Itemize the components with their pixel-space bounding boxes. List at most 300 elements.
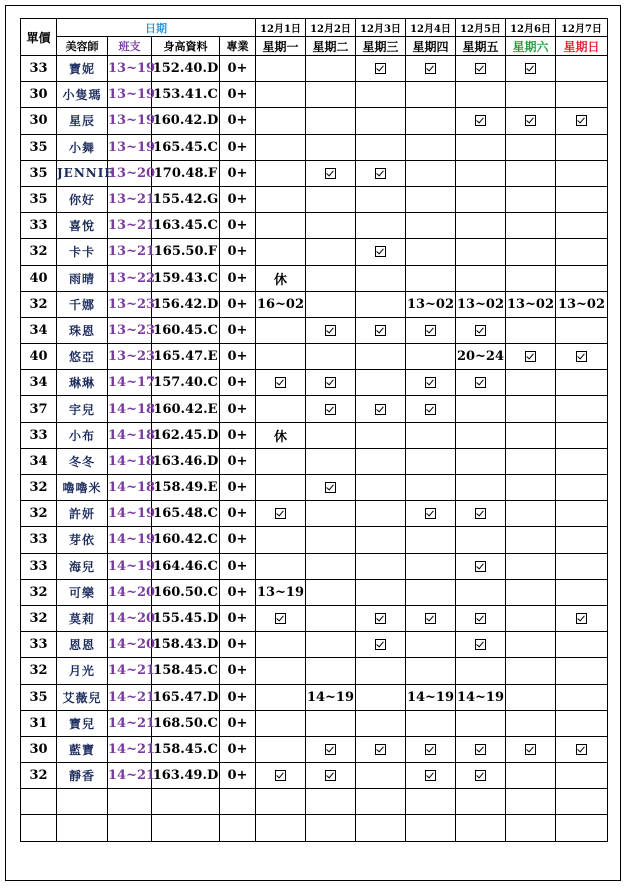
table-row xyxy=(21,291,608,317)
empty-cell xyxy=(456,789,506,815)
checkbox-checked-icon xyxy=(556,344,608,370)
schedule-cell: 13~02 xyxy=(406,291,456,317)
schedule-cell xyxy=(306,134,356,160)
schedule-cell xyxy=(306,265,356,291)
price-cell: 33 xyxy=(21,56,57,82)
empty-cell xyxy=(356,815,406,841)
class-cell: 14~21 xyxy=(108,736,152,762)
table-row xyxy=(21,396,608,422)
schedule-cell xyxy=(556,527,608,553)
schedule-cell xyxy=(406,344,456,370)
schedule-cell xyxy=(456,448,506,474)
specialty-cell: 0+ xyxy=(220,344,256,370)
class-cell: 14~17 xyxy=(108,370,152,396)
checked-box-icon xyxy=(525,351,536,362)
schedule-cell xyxy=(356,370,406,396)
checkbox-checked-icon xyxy=(256,501,306,527)
date-cell: 12月3日 xyxy=(356,19,406,37)
price-cell: 32 xyxy=(21,658,57,684)
checkbox-checked-icon xyxy=(556,108,608,134)
schedule-cell: 13~02 xyxy=(506,291,556,317)
checked-box-icon xyxy=(325,770,336,781)
stylist-name-cell: 小隻瑪 xyxy=(57,82,108,108)
schedule-table xyxy=(20,18,608,842)
empty-cell xyxy=(506,789,556,815)
checked-box-icon xyxy=(375,404,386,415)
checked-box-icon xyxy=(425,613,436,624)
date-cell: 12月4日 xyxy=(406,19,456,37)
body-data-cell: 160.50.C xyxy=(152,579,220,605)
body-data-cell: 160.42.C xyxy=(152,527,220,553)
checked-box-icon xyxy=(475,63,486,74)
checked-box-icon xyxy=(475,744,486,755)
empty-cell xyxy=(108,789,152,815)
checkbox-checked-icon xyxy=(406,501,456,527)
checkbox-checked-icon xyxy=(356,396,406,422)
schedule-cell xyxy=(506,658,556,684)
schedule-cell: 休 xyxy=(256,265,306,291)
checkbox-checked-icon xyxy=(306,370,356,396)
schedule-cell xyxy=(406,527,456,553)
specialty-cell: 0+ xyxy=(220,291,256,317)
schedule-cell xyxy=(506,710,556,736)
price-cell: 32 xyxy=(21,239,57,265)
body-data-cell: 155.45.D xyxy=(152,605,220,631)
specialty-cell: 0+ xyxy=(220,475,256,501)
schedule-cell: 休 xyxy=(256,422,306,448)
specialty-cell: 0+ xyxy=(220,448,256,474)
specialty-cell: 0+ xyxy=(220,658,256,684)
empty-cell xyxy=(456,815,506,841)
checked-box-icon xyxy=(425,404,436,415)
specialty-cell: 0+ xyxy=(220,108,256,134)
specialty-cell: 0+ xyxy=(220,710,256,736)
schedule-cell xyxy=(556,239,608,265)
schedule-cell xyxy=(306,56,356,82)
checked-box-icon xyxy=(375,325,386,336)
checked-box-icon xyxy=(525,63,536,74)
table-row xyxy=(21,736,608,762)
schedule-cell xyxy=(356,658,406,684)
date-header: 日期 xyxy=(57,19,256,37)
date-cell: 12月2日 xyxy=(306,19,356,37)
schedule-cell xyxy=(306,82,356,108)
schedule-cell xyxy=(356,344,406,370)
price-cell: 35 xyxy=(21,684,57,710)
body-data-cell: 163.49.D xyxy=(152,763,220,789)
checkbox-checked-icon xyxy=(356,632,406,658)
stylist-name-cell: 卡卡 xyxy=(57,239,108,265)
table-row xyxy=(21,658,608,684)
checked-box-icon xyxy=(475,770,486,781)
checkbox-checked-icon xyxy=(406,56,456,82)
schedule-cell xyxy=(506,160,556,186)
table-row xyxy=(21,82,608,108)
stylist-name-cell: 千娜 xyxy=(57,291,108,317)
specialty-cell: 0+ xyxy=(220,56,256,82)
schedule-cell xyxy=(306,422,356,448)
schedule-cell xyxy=(556,501,608,527)
stylist-name-cell: 宇兒 xyxy=(57,396,108,422)
schedule-cell xyxy=(356,475,406,501)
checked-box-icon xyxy=(375,639,386,650)
schedule-cell xyxy=(356,291,406,317)
schedule-cell xyxy=(356,82,406,108)
stylist-name-cell: 靜香 xyxy=(57,763,108,789)
schedule-cell xyxy=(256,82,306,108)
schedule-cell xyxy=(256,632,306,658)
body-data-cell: 158.45.C xyxy=(152,736,220,762)
stylist-name-cell: JENNIE xyxy=(57,160,108,186)
schedule-cell xyxy=(306,710,356,736)
schedule-cell xyxy=(506,396,556,422)
specialty-cell: 0+ xyxy=(220,82,256,108)
schedule-cell xyxy=(406,213,456,239)
schedule-cell xyxy=(506,422,556,448)
schedule-cell xyxy=(506,134,556,160)
schedule-cell xyxy=(506,605,556,631)
price-cell: 33 xyxy=(21,527,57,553)
price-cell: 32 xyxy=(21,605,57,631)
specialty-cell: 0+ xyxy=(220,501,256,527)
stylist-name-cell: 月光 xyxy=(57,658,108,684)
checked-box-icon xyxy=(425,63,436,74)
empty-cell xyxy=(506,815,556,841)
checkbox-checked-icon xyxy=(406,396,456,422)
date-cell: 12月1日 xyxy=(256,19,306,37)
table-row xyxy=(21,710,608,736)
checkbox-checked-icon xyxy=(456,763,506,789)
specialty-cell: 0+ xyxy=(220,213,256,239)
weekday-cell: 星期三 xyxy=(356,37,406,56)
price-cell: 32 xyxy=(21,763,57,789)
table-row xyxy=(21,579,608,605)
body-data-cell: 156.42.D xyxy=(152,291,220,317)
weekday-cell-sunday: 星期日 xyxy=(556,37,608,56)
checkbox-checked-icon xyxy=(356,160,406,186)
schedule-cell xyxy=(406,553,456,579)
empty-cell xyxy=(220,789,256,815)
weekday-cell: 星期一 xyxy=(256,37,306,56)
class-cell: 13~19 xyxy=(108,134,152,160)
class-cell: 14~19 xyxy=(108,501,152,527)
checked-box-icon xyxy=(375,246,386,257)
schedule-cell xyxy=(406,710,456,736)
date-cell: 12月7日 xyxy=(556,19,608,37)
price-cell: 35 xyxy=(21,160,57,186)
checkbox-checked-icon xyxy=(356,56,406,82)
schedule-cell xyxy=(356,265,406,291)
schedule-cell xyxy=(556,632,608,658)
price-cell: 33 xyxy=(21,553,57,579)
specialty-cell: 0+ xyxy=(220,186,256,212)
checkbox-checked-icon xyxy=(506,344,556,370)
stylist-name-cell: 寶妮 xyxy=(57,56,108,82)
specialty-cell: 0+ xyxy=(220,736,256,762)
stylist-name-cell: 喜悅 xyxy=(57,213,108,239)
schedule-cell: 14~19 xyxy=(456,684,506,710)
schedule-cell xyxy=(256,448,306,474)
specialty-cell: 0+ xyxy=(220,684,256,710)
schedule-cell xyxy=(306,344,356,370)
checkbox-checked-icon xyxy=(256,605,306,631)
specialty-cell: 0+ xyxy=(220,527,256,553)
schedule-body xyxy=(21,56,608,842)
schedule-cell xyxy=(406,265,456,291)
table-row xyxy=(21,239,608,265)
schedule-cell xyxy=(406,422,456,448)
table-row xyxy=(21,265,608,291)
schedule-cell xyxy=(306,239,356,265)
table-row xyxy=(21,134,608,160)
table-row xyxy=(21,56,608,82)
price-cell: 32 xyxy=(21,579,57,605)
schedule-cell: 13~02 xyxy=(456,291,506,317)
price-cell: 34 xyxy=(21,448,57,474)
checkbox-checked-icon xyxy=(556,605,608,631)
table-row xyxy=(21,213,608,239)
stylist-name-cell: 芽依 xyxy=(57,527,108,553)
checked-box-icon xyxy=(475,639,486,650)
price-cell: 30 xyxy=(21,736,57,762)
schedule-cell xyxy=(456,579,506,605)
stylist-header: 美容師 xyxy=(57,37,108,56)
price-cell: 30 xyxy=(21,108,57,134)
checked-box-icon xyxy=(375,744,386,755)
schedule-cell xyxy=(506,579,556,605)
table-row xyxy=(21,186,608,212)
schedule-cell xyxy=(256,160,306,186)
body-data-cell: 158.49.E xyxy=(152,475,220,501)
empty-cell xyxy=(256,815,306,841)
checked-box-icon xyxy=(375,613,386,624)
date-cell: 12月6日 xyxy=(506,19,556,37)
stylist-name-cell: 海兒 xyxy=(57,553,108,579)
table-row xyxy=(21,527,608,553)
schedule-cell xyxy=(506,265,556,291)
stylist-name-cell: 寶兒 xyxy=(57,710,108,736)
schedule-cell xyxy=(506,239,556,265)
checked-box-icon xyxy=(325,325,336,336)
specialty-cell: 0+ xyxy=(220,396,256,422)
schedule-cell xyxy=(256,56,306,82)
stylist-name-cell: 琳琳 xyxy=(57,370,108,396)
table-row xyxy=(21,475,608,501)
schedule-cell xyxy=(506,553,556,579)
schedule-cell xyxy=(406,82,456,108)
schedule-cell xyxy=(556,56,608,82)
schedule-cell xyxy=(256,553,306,579)
checked-box-icon xyxy=(576,744,587,755)
price-cell: 32 xyxy=(21,291,57,317)
body-data-cell: 158.43.D xyxy=(152,632,220,658)
stylist-name-cell: 藍寶 xyxy=(57,736,108,762)
body-data-cell: 162.45.D xyxy=(152,422,220,448)
body-data-cell: 157.40.C xyxy=(152,370,220,396)
checkbox-checked-icon xyxy=(306,475,356,501)
class-cell: 14~19 xyxy=(108,553,152,579)
empty-cell xyxy=(152,815,220,841)
empty-cell xyxy=(21,815,57,841)
schedule-cell xyxy=(256,317,306,343)
checked-box-icon xyxy=(475,325,486,336)
price-cell: 34 xyxy=(21,370,57,396)
empty-cell xyxy=(556,789,608,815)
schedule-cell xyxy=(306,108,356,134)
checkbox-checked-icon xyxy=(456,370,506,396)
schedule-cell xyxy=(306,448,356,474)
class-cell: 13~19 xyxy=(108,56,152,82)
class-cell: 13~23 xyxy=(108,291,152,317)
price-header: 單價 xyxy=(21,19,57,56)
price-cell: 40 xyxy=(21,344,57,370)
stylist-name-cell: 許妍 xyxy=(57,501,108,527)
schedule-cell xyxy=(556,134,608,160)
checked-box-icon xyxy=(275,770,286,781)
schedule-cell xyxy=(556,684,608,710)
schedule-cell: 14~19 xyxy=(406,684,456,710)
checkbox-checked-icon xyxy=(456,605,506,631)
schedule-cell: 13~02 xyxy=(556,291,608,317)
price-cell: 30 xyxy=(21,82,57,108)
checkbox-checked-icon xyxy=(456,108,506,134)
body-data-cell: 160.45.C xyxy=(152,317,220,343)
stylist-name-cell: 你好 xyxy=(57,186,108,212)
checked-box-icon xyxy=(475,561,486,572)
table-row xyxy=(21,370,608,396)
body-data-header: 身高資料 xyxy=(152,37,220,56)
schedule-cell xyxy=(406,160,456,186)
checked-box-icon xyxy=(325,744,336,755)
table-row xyxy=(21,763,608,789)
price-cell: 33 xyxy=(21,632,57,658)
checkbox-checked-icon xyxy=(306,317,356,343)
body-data-cell: 163.46.D xyxy=(152,448,220,474)
schedule-cell xyxy=(306,632,356,658)
specialty-cell: 0+ xyxy=(220,579,256,605)
body-data-cell: 165.45.C xyxy=(152,134,220,160)
schedule-cell xyxy=(256,213,306,239)
schedule-cell xyxy=(256,710,306,736)
schedule-cell xyxy=(356,134,406,160)
checkbox-checked-icon xyxy=(406,736,456,762)
empty-cell xyxy=(256,789,306,815)
schedule-cell xyxy=(256,527,306,553)
schedule-cell xyxy=(356,684,406,710)
empty-row xyxy=(21,815,608,841)
schedule-cell xyxy=(506,501,556,527)
empty-cell xyxy=(306,815,356,841)
checkbox-checked-icon xyxy=(456,317,506,343)
schedule-cell xyxy=(306,186,356,212)
body-data-cell: 160.42.E xyxy=(152,396,220,422)
schedule-cell xyxy=(356,501,406,527)
schedule-cell xyxy=(506,213,556,239)
table-row xyxy=(21,501,608,527)
empty-cell xyxy=(57,815,108,841)
stylist-name-cell: 冬冬 xyxy=(57,448,108,474)
body-data-cell: 158.45.C xyxy=(152,658,220,684)
schedule-cell xyxy=(456,422,506,448)
checkbox-checked-icon xyxy=(406,605,456,631)
schedule-cell xyxy=(556,579,608,605)
stylist-name-cell: 珠恩 xyxy=(57,317,108,343)
stylist-name-cell: 可樂 xyxy=(57,579,108,605)
schedule-cell xyxy=(506,448,556,474)
empty-cell xyxy=(220,815,256,841)
body-data-cell: 165.48.C xyxy=(152,501,220,527)
body-data-cell: 168.50.C xyxy=(152,710,220,736)
schedule-cell xyxy=(556,317,608,343)
schedule-cell xyxy=(256,186,306,212)
class-cell: 13~23 xyxy=(108,344,152,370)
stylist-name-cell: 嚕嚕米 xyxy=(57,475,108,501)
checkbox-checked-icon xyxy=(506,56,556,82)
checkbox-checked-icon xyxy=(456,56,506,82)
checkbox-checked-icon xyxy=(356,605,406,631)
schedule-cell xyxy=(556,370,608,396)
schedule-cell xyxy=(556,422,608,448)
schedule-cell xyxy=(456,239,506,265)
price-cell: 34 xyxy=(21,317,57,343)
schedule-cell: 16~02 xyxy=(256,291,306,317)
schedule-cell xyxy=(256,658,306,684)
checked-box-icon xyxy=(576,115,587,126)
specialty-cell: 0+ xyxy=(220,553,256,579)
schedule-cell xyxy=(306,553,356,579)
class-cell: 13~20 xyxy=(108,160,152,186)
empty-cell xyxy=(556,815,608,841)
specialty-cell: 0+ xyxy=(220,317,256,343)
schedule-cell xyxy=(256,344,306,370)
class-cell: 14~20 xyxy=(108,632,152,658)
price-cell: 33 xyxy=(21,213,57,239)
class-cell: 13~21 xyxy=(108,186,152,212)
empty-cell xyxy=(306,789,356,815)
schedule-cell xyxy=(556,396,608,422)
checkbox-checked-icon xyxy=(456,736,506,762)
schedule-cell xyxy=(406,579,456,605)
schedule-cell xyxy=(506,763,556,789)
table-row xyxy=(21,108,608,134)
schedule-cell xyxy=(356,448,406,474)
schedule-cell xyxy=(256,108,306,134)
body-data-cell: 163.45.C xyxy=(152,213,220,239)
schedule-cell xyxy=(406,658,456,684)
checked-box-icon xyxy=(425,770,436,781)
checked-box-icon xyxy=(375,168,386,179)
checkbox-checked-icon xyxy=(406,370,456,396)
specialty-cell: 0+ xyxy=(220,370,256,396)
table-row xyxy=(21,632,608,658)
table-row xyxy=(21,160,608,186)
specialty-header: 專業 xyxy=(220,37,256,56)
class-cell: 14~21 xyxy=(108,710,152,736)
schedule-cell: 20~24 xyxy=(456,344,506,370)
stylist-name-cell: 小布 xyxy=(57,422,108,448)
checkbox-checked-icon xyxy=(556,736,608,762)
checked-box-icon xyxy=(275,613,286,624)
schedule-cell xyxy=(506,317,556,343)
specialty-cell: 0+ xyxy=(220,422,256,448)
schedule-cell xyxy=(406,239,456,265)
schedule-cell xyxy=(256,239,306,265)
checked-box-icon xyxy=(325,482,336,493)
checked-box-icon xyxy=(425,377,436,388)
schedule-cell xyxy=(356,186,406,212)
schedule-cell xyxy=(306,213,356,239)
schedule-cell xyxy=(306,527,356,553)
